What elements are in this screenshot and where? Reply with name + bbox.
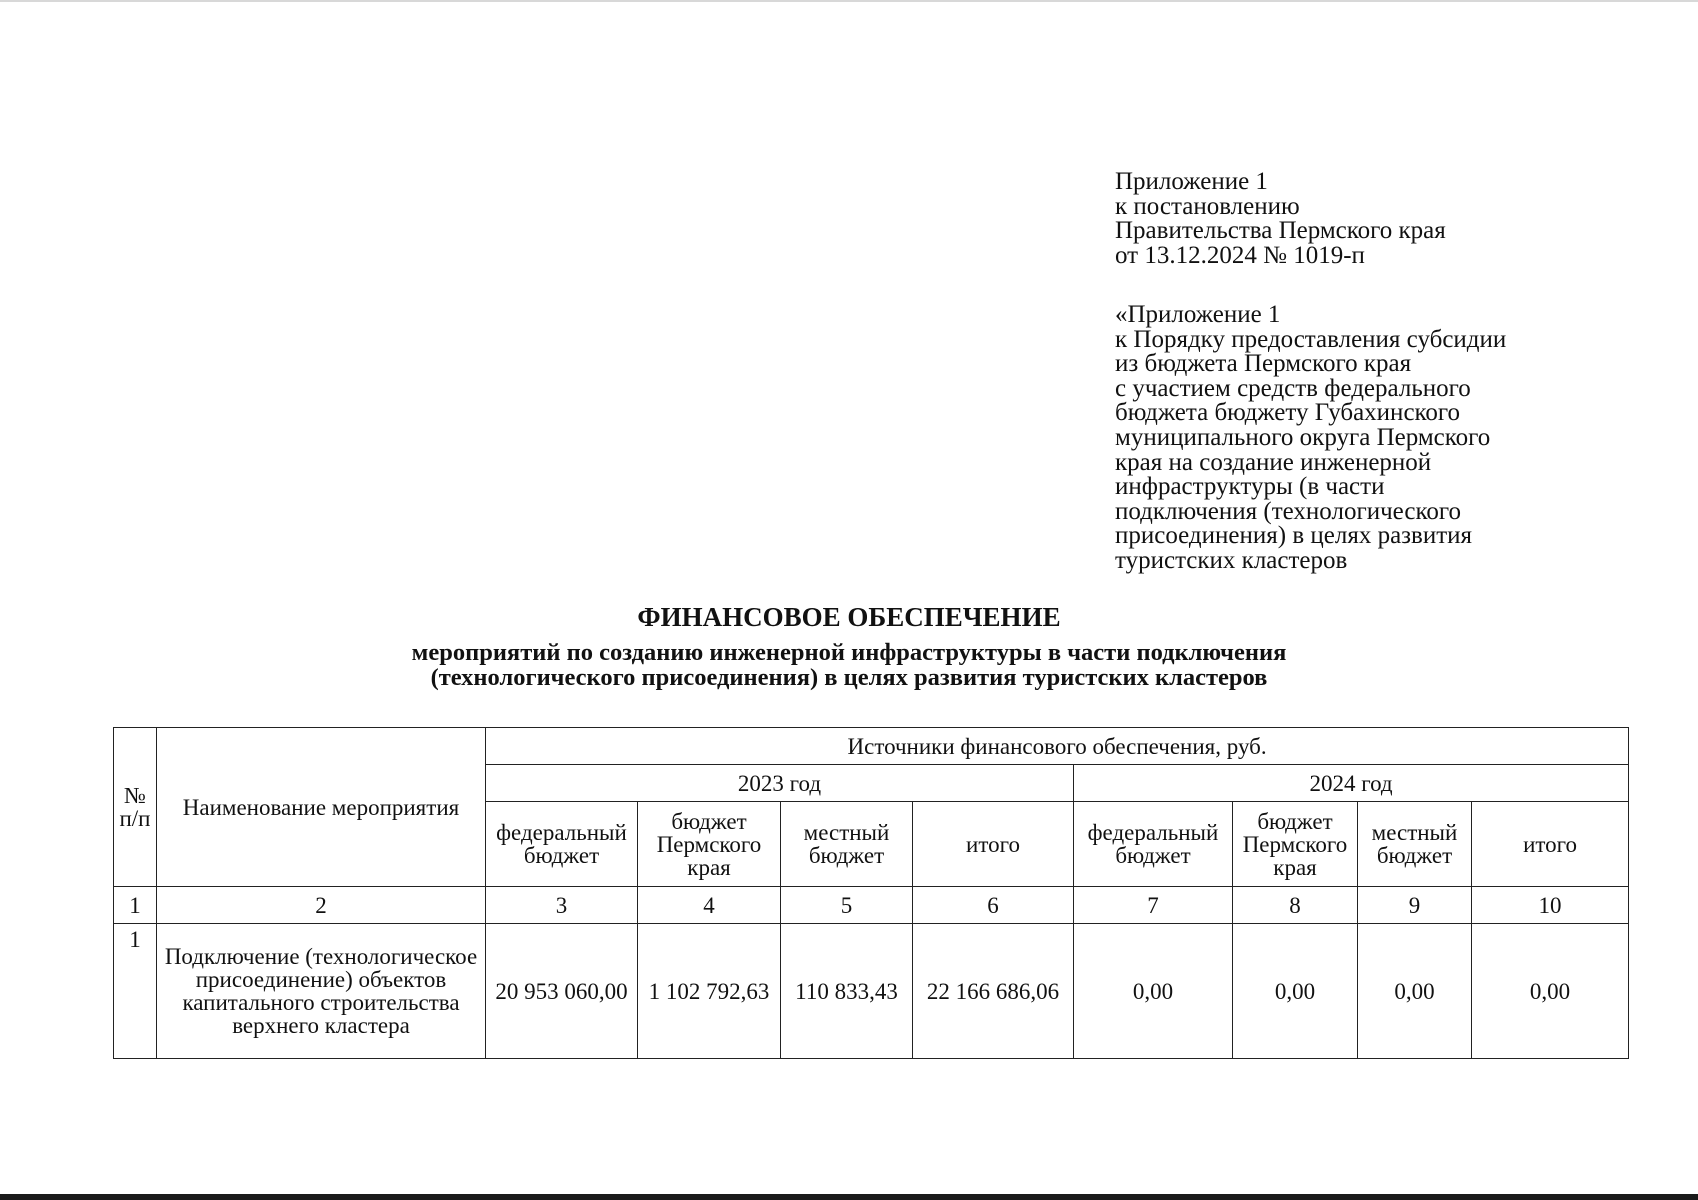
col-number: 4 bbox=[638, 887, 781, 924]
header-year-2023: 2023 год bbox=[486, 765, 1074, 802]
appendix-line: Правительства Пермского края bbox=[1115, 217, 1446, 245]
header-year-2024: 2024 год bbox=[1074, 765, 1629, 802]
appendix-line: Приложение 1 bbox=[1115, 168, 1268, 195]
row-local-2024: 0,00 bbox=[1358, 924, 1472, 1059]
appendix-order-line: туристских кластеров bbox=[1115, 546, 1348, 574]
row-total-2023: 22 166 686,06 bbox=[913, 924, 1074, 1059]
col-number: 6 bbox=[913, 887, 1074, 924]
appendix-order-block bbox=[1115, 303, 1506, 574]
header-fed-2024: федеральный бюджет bbox=[1074, 802, 1233, 887]
header-local-2024: местный бюджет bbox=[1358, 802, 1472, 887]
col-number: 10 bbox=[1472, 887, 1629, 924]
scan-edge-bottom bbox=[0, 1194, 1698, 1200]
appendix-order-line: подключения (технологического bbox=[1115, 497, 1461, 525]
header-name: Наименование мероприятия bbox=[157, 728, 486, 887]
document-subtitle bbox=[0, 640, 1698, 690]
col-number: 5 bbox=[781, 887, 913, 924]
row-region-2023: 1 102 792,63 bbox=[638, 924, 781, 1059]
appendix-line: к постановлению bbox=[1115, 192, 1300, 220]
row-total-2024: 0,00 bbox=[1472, 924, 1629, 1059]
row-local-2023: 110 833,43 bbox=[781, 924, 913, 1059]
header-row-sources bbox=[114, 728, 1629, 765]
header-region-2024: бюджет Пермского края bbox=[1233, 802, 1358, 887]
col-number: 2 bbox=[157, 887, 486, 924]
appendix-block bbox=[1115, 170, 1446, 268]
col-number: 7 bbox=[1074, 887, 1233, 924]
row-name: Подключение (технологическое присоединение) объектов капитального строительства верхнего кластера bbox=[157, 924, 486, 1059]
header-total-2024: итого bbox=[1472, 802, 1629, 887]
header-num: № п/п bbox=[114, 728, 157, 887]
header-local-2023: местный бюджет bbox=[781, 802, 913, 887]
header-total-2023: итого bbox=[913, 802, 1074, 887]
subtitle-line: мероприятий по созданию инженерной инфраструктуры в части подключения bbox=[411, 639, 1287, 666]
appendix-order-line: инфраструктуры (в части bbox=[1115, 473, 1385, 501]
appendix-order-line: из бюджета Пермского края bbox=[1115, 350, 1412, 378]
col-number: 9 bbox=[1358, 887, 1472, 924]
header-fed-2023: федеральный бюджет bbox=[486, 802, 638, 887]
row-num: 1 bbox=[114, 924, 157, 1059]
appendix-order-line: края на создание инженерной bbox=[1115, 448, 1432, 476]
appendix-order-line: муниципального округа Пермского bbox=[1115, 423, 1491, 451]
document-title: ФИНАНСОВОЕ ОБЕСПЕЧЕНИЕ bbox=[637, 602, 1061, 632]
row-region-2024: 0,00 bbox=[1233, 924, 1358, 1059]
appendix-order-line: присоединения) в целях развития bbox=[1115, 522, 1473, 550]
subtitle-line: (технологического присоединения) в целях развития туристских кластеров bbox=[430, 664, 1268, 691]
appendix-line: от 13.12.2024 № 1019-п bbox=[1115, 241, 1365, 269]
row-fed-2023: 20 953 060,00 bbox=[486, 924, 638, 1059]
appendix-order-line: «Приложение 1 bbox=[1115, 301, 1281, 328]
scan-edge-top bbox=[0, 0, 1698, 2]
appendix-order-line: бюджета бюджету Губахинского bbox=[1115, 399, 1461, 427]
header-sources: Источники финансового обеспечения, руб. bbox=[486, 728, 1629, 765]
header-region-2023: бюджет Пермского края bbox=[638, 802, 781, 887]
col-number: 1 bbox=[114, 887, 157, 924]
row-fed-2024: 0,00 bbox=[1074, 924, 1233, 1059]
financing-table bbox=[113, 727, 1629, 1059]
table-row bbox=[114, 924, 1629, 1059]
column-numbers-row bbox=[114, 887, 1629, 924]
appendix-order-line: к Порядку предоставления субсидии bbox=[1115, 325, 1507, 353]
col-number: 8 bbox=[1233, 887, 1358, 924]
col-number: 3 bbox=[486, 887, 638, 924]
appendix-order-line: с участием средств федерального bbox=[1115, 374, 1471, 402]
